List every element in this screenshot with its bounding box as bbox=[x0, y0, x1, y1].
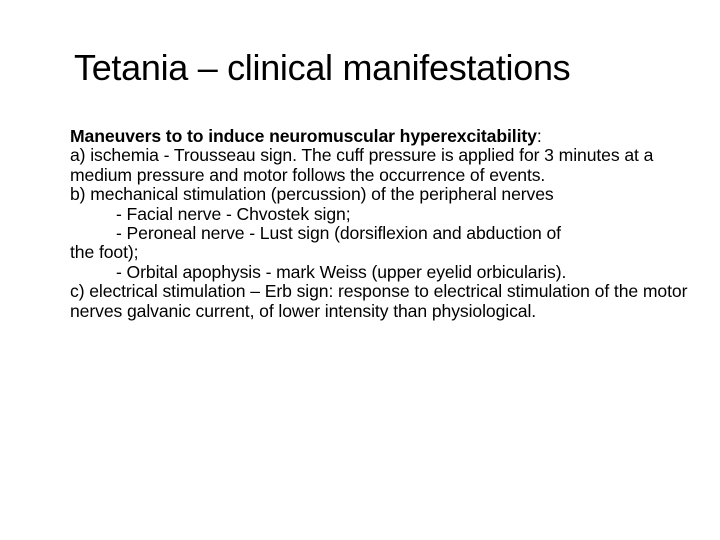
slide-body bbox=[70, 127, 695, 321]
item-b-sub2: - Peroneal nerve - Lust sign (dorsiflexion and abduction of bbox=[116, 223, 561, 244]
slide-title: Tetania – clinical manifestations bbox=[74, 47, 571, 88]
item-b-sub1: - Facial nerve - Chvostek sign; bbox=[116, 203, 351, 224]
item-b-sub2-continuation: the foot); bbox=[70, 242, 139, 263]
item-b: b) mechanical stimulation (percussion) of the peripheral nerves bbox=[70, 184, 554, 205]
lead-bold-text: Maneuvers to to induce neuromuscular hyperexcitability bbox=[70, 126, 537, 146]
item-b-sub3: - Orbital apophysis - mark Weiss (upper eyelid orbicularis). bbox=[116, 261, 567, 282]
lead-paragraph bbox=[70, 127, 695, 146]
lead-colon: : bbox=[536, 126, 542, 146]
item-a: a) ischemia - Trousseau sign. The cuff pressure is applied for 3 minutes at a medium pressure and motor follows the occurrence of events. bbox=[70, 145, 654, 185]
item-c: c) electrical stimulation – Erb sign: response to electrical stimulation of the motor nerves galvanic current, of lower intensity than physiological. bbox=[70, 281, 688, 321]
